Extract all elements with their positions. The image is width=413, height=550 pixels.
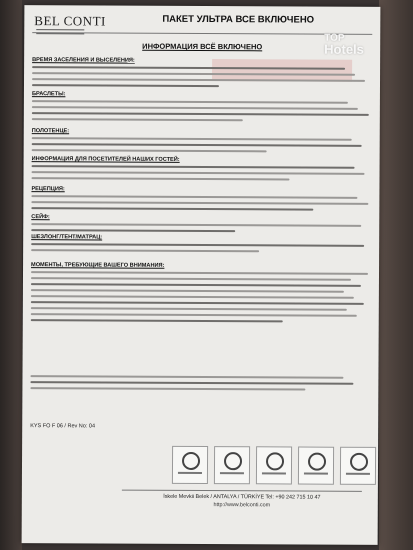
- text-line: [32, 171, 365, 175]
- text-line: [31, 201, 368, 205]
- section-title: СЕЙФ:: [31, 214, 50, 221]
- text-line: [32, 78, 365, 82]
- text-line: [31, 243, 364, 247]
- section: [32, 128, 372, 157]
- footer-website: http://www.belconti.com: [213, 502, 271, 509]
- document-revision: KYS FO F 06 / Rev No: 04: [30, 423, 96, 430]
- text-line: [31, 177, 289, 180]
- text-line: [31, 277, 351, 281]
- text-line: [31, 313, 357, 317]
- document-subtitle: ИНФОРМАЦИЯ ВСЁ ВКЛЮЧЕНО: [142, 41, 263, 52]
- text-line: [31, 271, 368, 275]
- certificate-badge: [256, 446, 292, 484]
- text-line: [32, 106, 358, 110]
- section: [31, 186, 371, 215]
- text-line: [31, 295, 354, 299]
- section-title: ШЕЗЛОНГ/ТЕНТ/МАТРАЦ:: [31, 234, 103, 241]
- footer: [122, 493, 362, 510]
- text-line: [31, 301, 364, 305]
- text-line: [30, 387, 305, 390]
- section-title: МОМЕНТЫ, ТРЕБУЮЩИЕ ВАШЕГО ВНИМАНИЯ:: [31, 262, 165, 269]
- text-line: [31, 195, 357, 199]
- section-title: РЕЦЕПЦИЯ:: [31, 186, 65, 193]
- text-line: [32, 165, 355, 169]
- section-title: ВРЕМЯ ЗАСЕЛЕНИЯ И ВЫСЕЛЕНИЯ:: [32, 57, 135, 64]
- section: [30, 375, 370, 395]
- text-line: [32, 66, 345, 70]
- section: [31, 156, 371, 185]
- background-right: [379, 0, 413, 550]
- text-line: [32, 149, 267, 152]
- section-title: БРАСЛЕТЫ:: [31, 91, 66, 98]
- hotel-logo: BEL CONTI: [34, 13, 106, 29]
- text-line: [31, 229, 235, 232]
- footer-address: İskele Mevkii Belek / ANTALYA / TÜRKİYE Tel: +90 242 715 10 47: [163, 493, 321, 501]
- document-title: ПАКЕТ УЛЬТРА ВСЕ ВКЛЮЧЕНО: [162, 13, 315, 26]
- text-line: [31, 289, 344, 293]
- text-line: [32, 137, 352, 141]
- text-line: [32, 84, 219, 87]
- text-line: [32, 112, 369, 116]
- text-line: [30, 375, 343, 379]
- certificate-badge: [214, 446, 250, 484]
- certificate-badge: [340, 447, 376, 485]
- text-line: [31, 207, 313, 210]
- text-line: [31, 307, 347, 311]
- section-title: ИНФОРМАЦИЯ ДЛЯ ПОСЕТИТЕЛЕЙ НАШИХ ГОСТЕЙ:: [31, 156, 180, 163]
- section: [31, 262, 371, 327]
- section: [32, 57, 372, 92]
- text-line: [30, 381, 353, 385]
- certification-badges: [152, 446, 372, 487]
- certificate-badge: [298, 447, 334, 485]
- footer-divider: [122, 490, 362, 492]
- text-line: [31, 283, 361, 287]
- text-line: [32, 72, 355, 76]
- section: [31, 234, 371, 257]
- tophotels-watermark: [324, 33, 380, 56]
- text-line: [31, 223, 361, 227]
- text-line: [32, 118, 243, 121]
- text-line: [31, 319, 283, 322]
- text-line: [32, 100, 348, 104]
- background-left: [0, 0, 22, 550]
- section-title: ПОЛОТЕНЦЕ:: [31, 128, 70, 135]
- text-line: [31, 249, 259, 252]
- info-sheet: [22, 5, 381, 545]
- section: [32, 91, 372, 126]
- certificate-badge: [172, 446, 208, 484]
- watermark-top: TOP: [324, 32, 345, 44]
- text-line: [32, 143, 362, 147]
- watermark-main: Hotels: [324, 41, 364, 57]
